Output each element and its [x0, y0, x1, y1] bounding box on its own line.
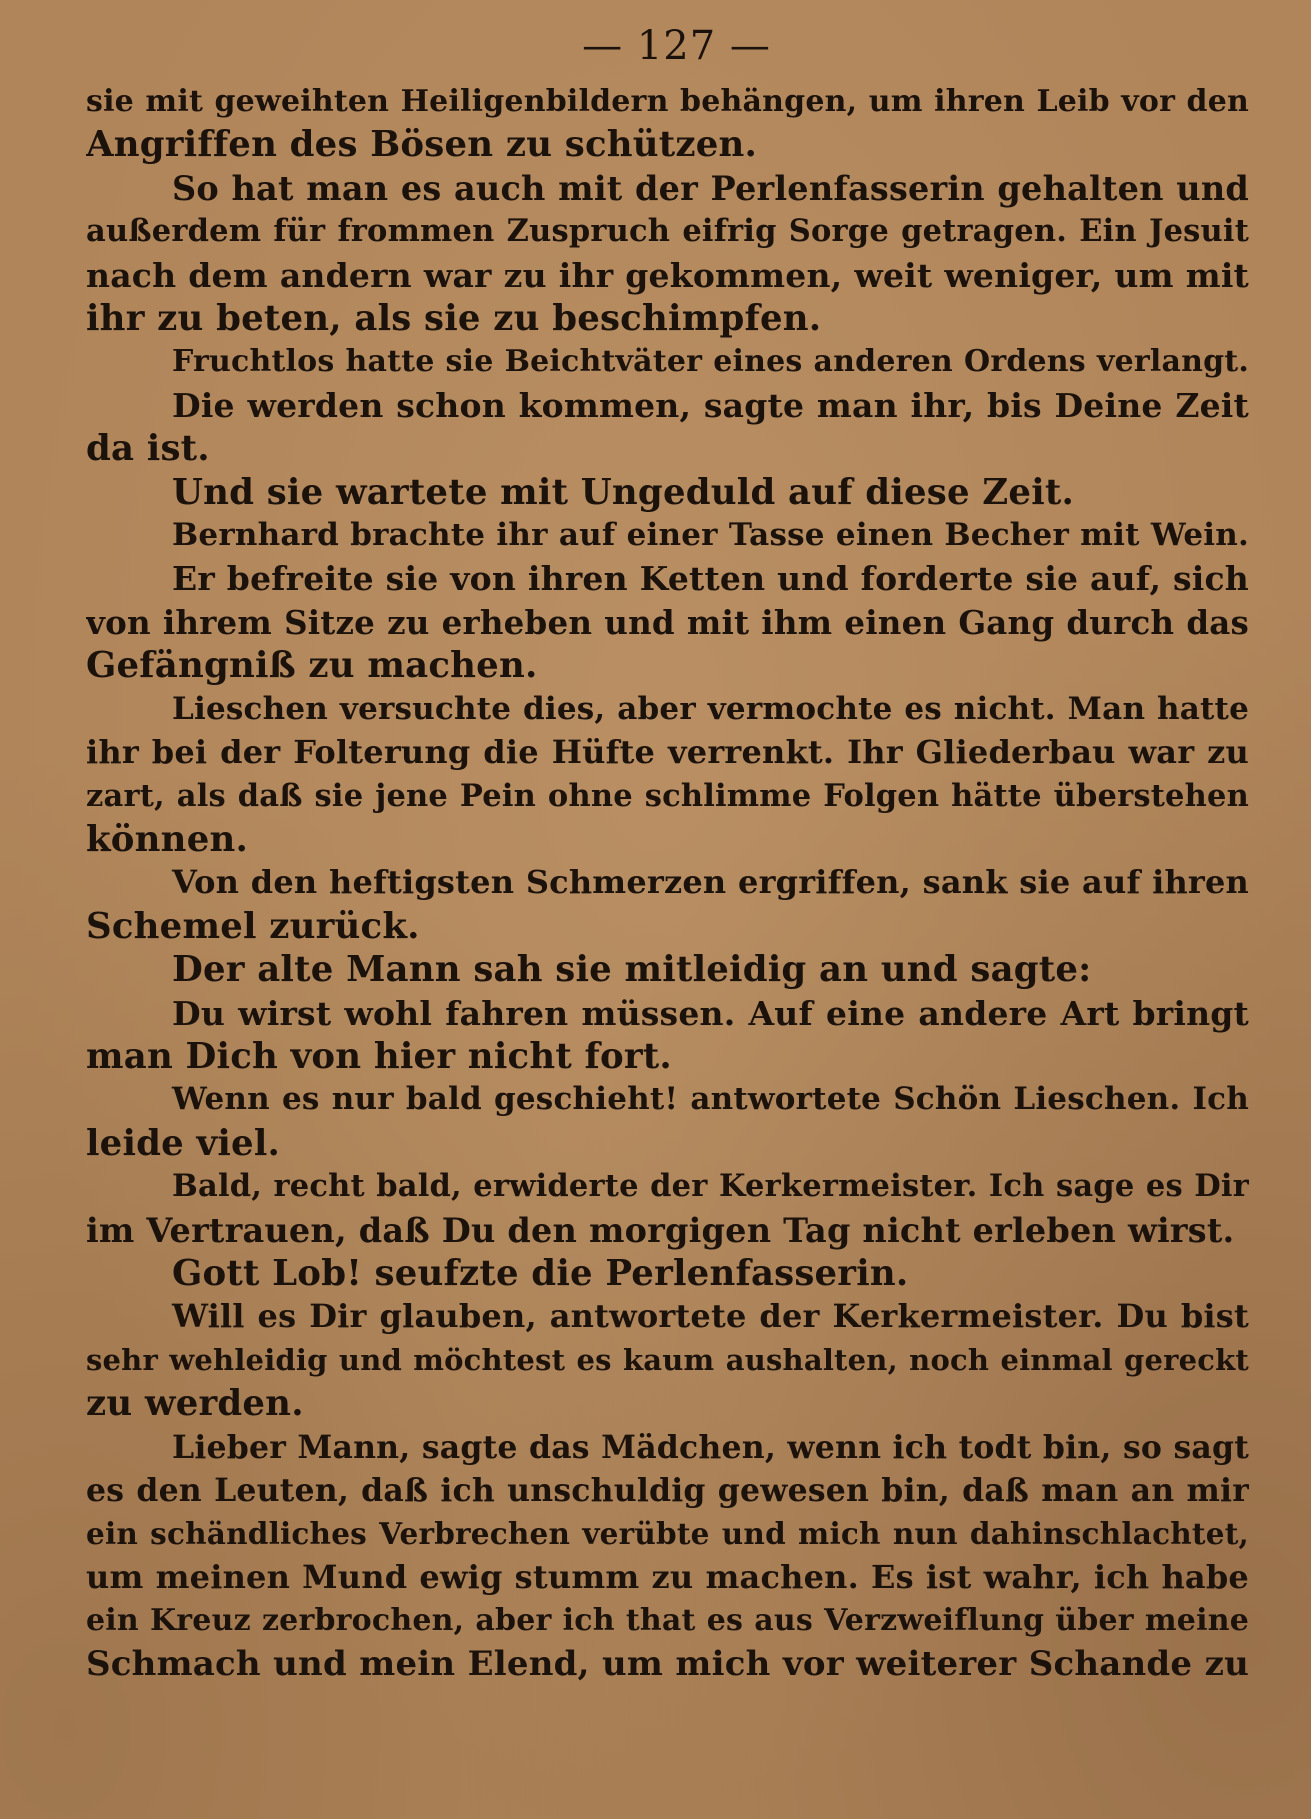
text-line: um meinen Mund ewig stumm zu machen. Es ist wahr, ich habe: [86, 1557, 1249, 1596]
text-line: Schmach und mein Elend, um mich vor weiterer Schande zu: [86, 1643, 1249, 1684]
text-line: zart, als daß sie jene Pein ohne schlimme Folgen hätte überstehen: [86, 777, 1249, 814]
text-line: von ihrem Sitze zu erheben und mit ihm einen Gang durch das: [86, 602, 1249, 642]
text-line: im Vertrauen, daß Du den morgigen Tag nicht erleben wirst.: [86, 1210, 1235, 1250]
text-line: es den Leuten, daß ich unschuldig gewesen bin, daß man an mir: [86, 1472, 1249, 1509]
text-line: außerdem für frommen Zuspruch eifrig Sorge getragen. Ein Jesuit: [86, 213, 1249, 250]
text-line: Der alte Mann sah sie mitleidig an und sagte:: [172, 949, 1092, 991]
text-line: leide viel.: [86, 1122, 281, 1164]
text-line: ihr zu beten, als sie zu beschimpfen.: [86, 298, 822, 340]
text-line: ein schändliches Verbrechen verübte und mich nun dahinschlachtet,: [86, 1516, 1249, 1552]
text-line: Schemel zurück.: [86, 905, 420, 947]
text-line: Bald, recht bald, erwiderte der Kerkermeister. Ich sage es Dir: [172, 1168, 1249, 1205]
text-line: Und sie wartete mit Ungeduld auf diese Zeit.: [172, 471, 1075, 513]
text-line: sehr wehleidig und möchtest es kaum aushalten, noch einmal gereckt: [86, 1342, 1249, 1377]
text-line: Bernhard brachte ihr auf einer Tasse einen Becher mit Wein.: [172, 517, 1249, 554]
body-text: [86, 80, 1249, 1686]
text-line: Von den heftigsten Schmerzen ergriffen, sank sie auf ihren: [172, 863, 1249, 902]
text-line: Fruchtlos hatte sie Beichtväter eines anderen Ordens verlangt.: [172, 344, 1249, 380]
page-number: — 127 —: [582, 23, 771, 69]
text-line: zu werden.: [86, 1383, 304, 1425]
text-line: Gefängniß zu machen.: [86, 645, 538, 687]
text-line: Lieschen versuchte dies, aber vermochte es nicht. Man hatte: [172, 690, 1249, 727]
text-line: Du wirst wohl fahren müssen. Auf eine andere Art bringt: [172, 993, 1249, 1033]
text-line: Lieber Mann, sagte das Mädchen, wenn ich todt bin, so sagt: [172, 1428, 1249, 1466]
text-line: ihr bei der Folterung die Hüfte verrenkt. Ihr Gliederbau war zu: [86, 733, 1249, 772]
text-line: nach dem andern war zu ihr gekommen, weit weniger, um mit: [86, 255, 1249, 295]
text-line: Will es Dir glauben, antwortete der Kerkermeister. Du bist: [172, 1297, 1249, 1336]
text-line: da ist.: [86, 428, 210, 470]
text-line: So hat man es auch mit der Perlenfasserin gehalten und: [172, 168, 1249, 208]
text-line: Gott Lob! seufzte die Perlenfasserin.: [172, 1252, 909, 1294]
text-line: Angriffen des Bösen zu schützen.: [86, 124, 758, 166]
text-line: Er befreite sie von ihren Ketten und forderte sie auf, sich: [172, 559, 1249, 599]
text-line: Wenn es nur bald geschieht! antwortete Schön Lieschen. Ich: [172, 1081, 1249, 1118]
text-line: ein Kreuz zerbrochen, aber ich that es aus Verzweiflung über meine: [86, 1603, 1249, 1639]
text-line: können.: [86, 818, 249, 860]
text-line: sie mit geweihten Heiligenbildern behängen, um ihren Leib vor den: [86, 84, 1249, 119]
text-line: Die werden schon kommen, sagte man ihr, bis Deine Zeit: [172, 385, 1249, 425]
text-line: man Dich von hier nicht fort.: [86, 1035, 672, 1077]
